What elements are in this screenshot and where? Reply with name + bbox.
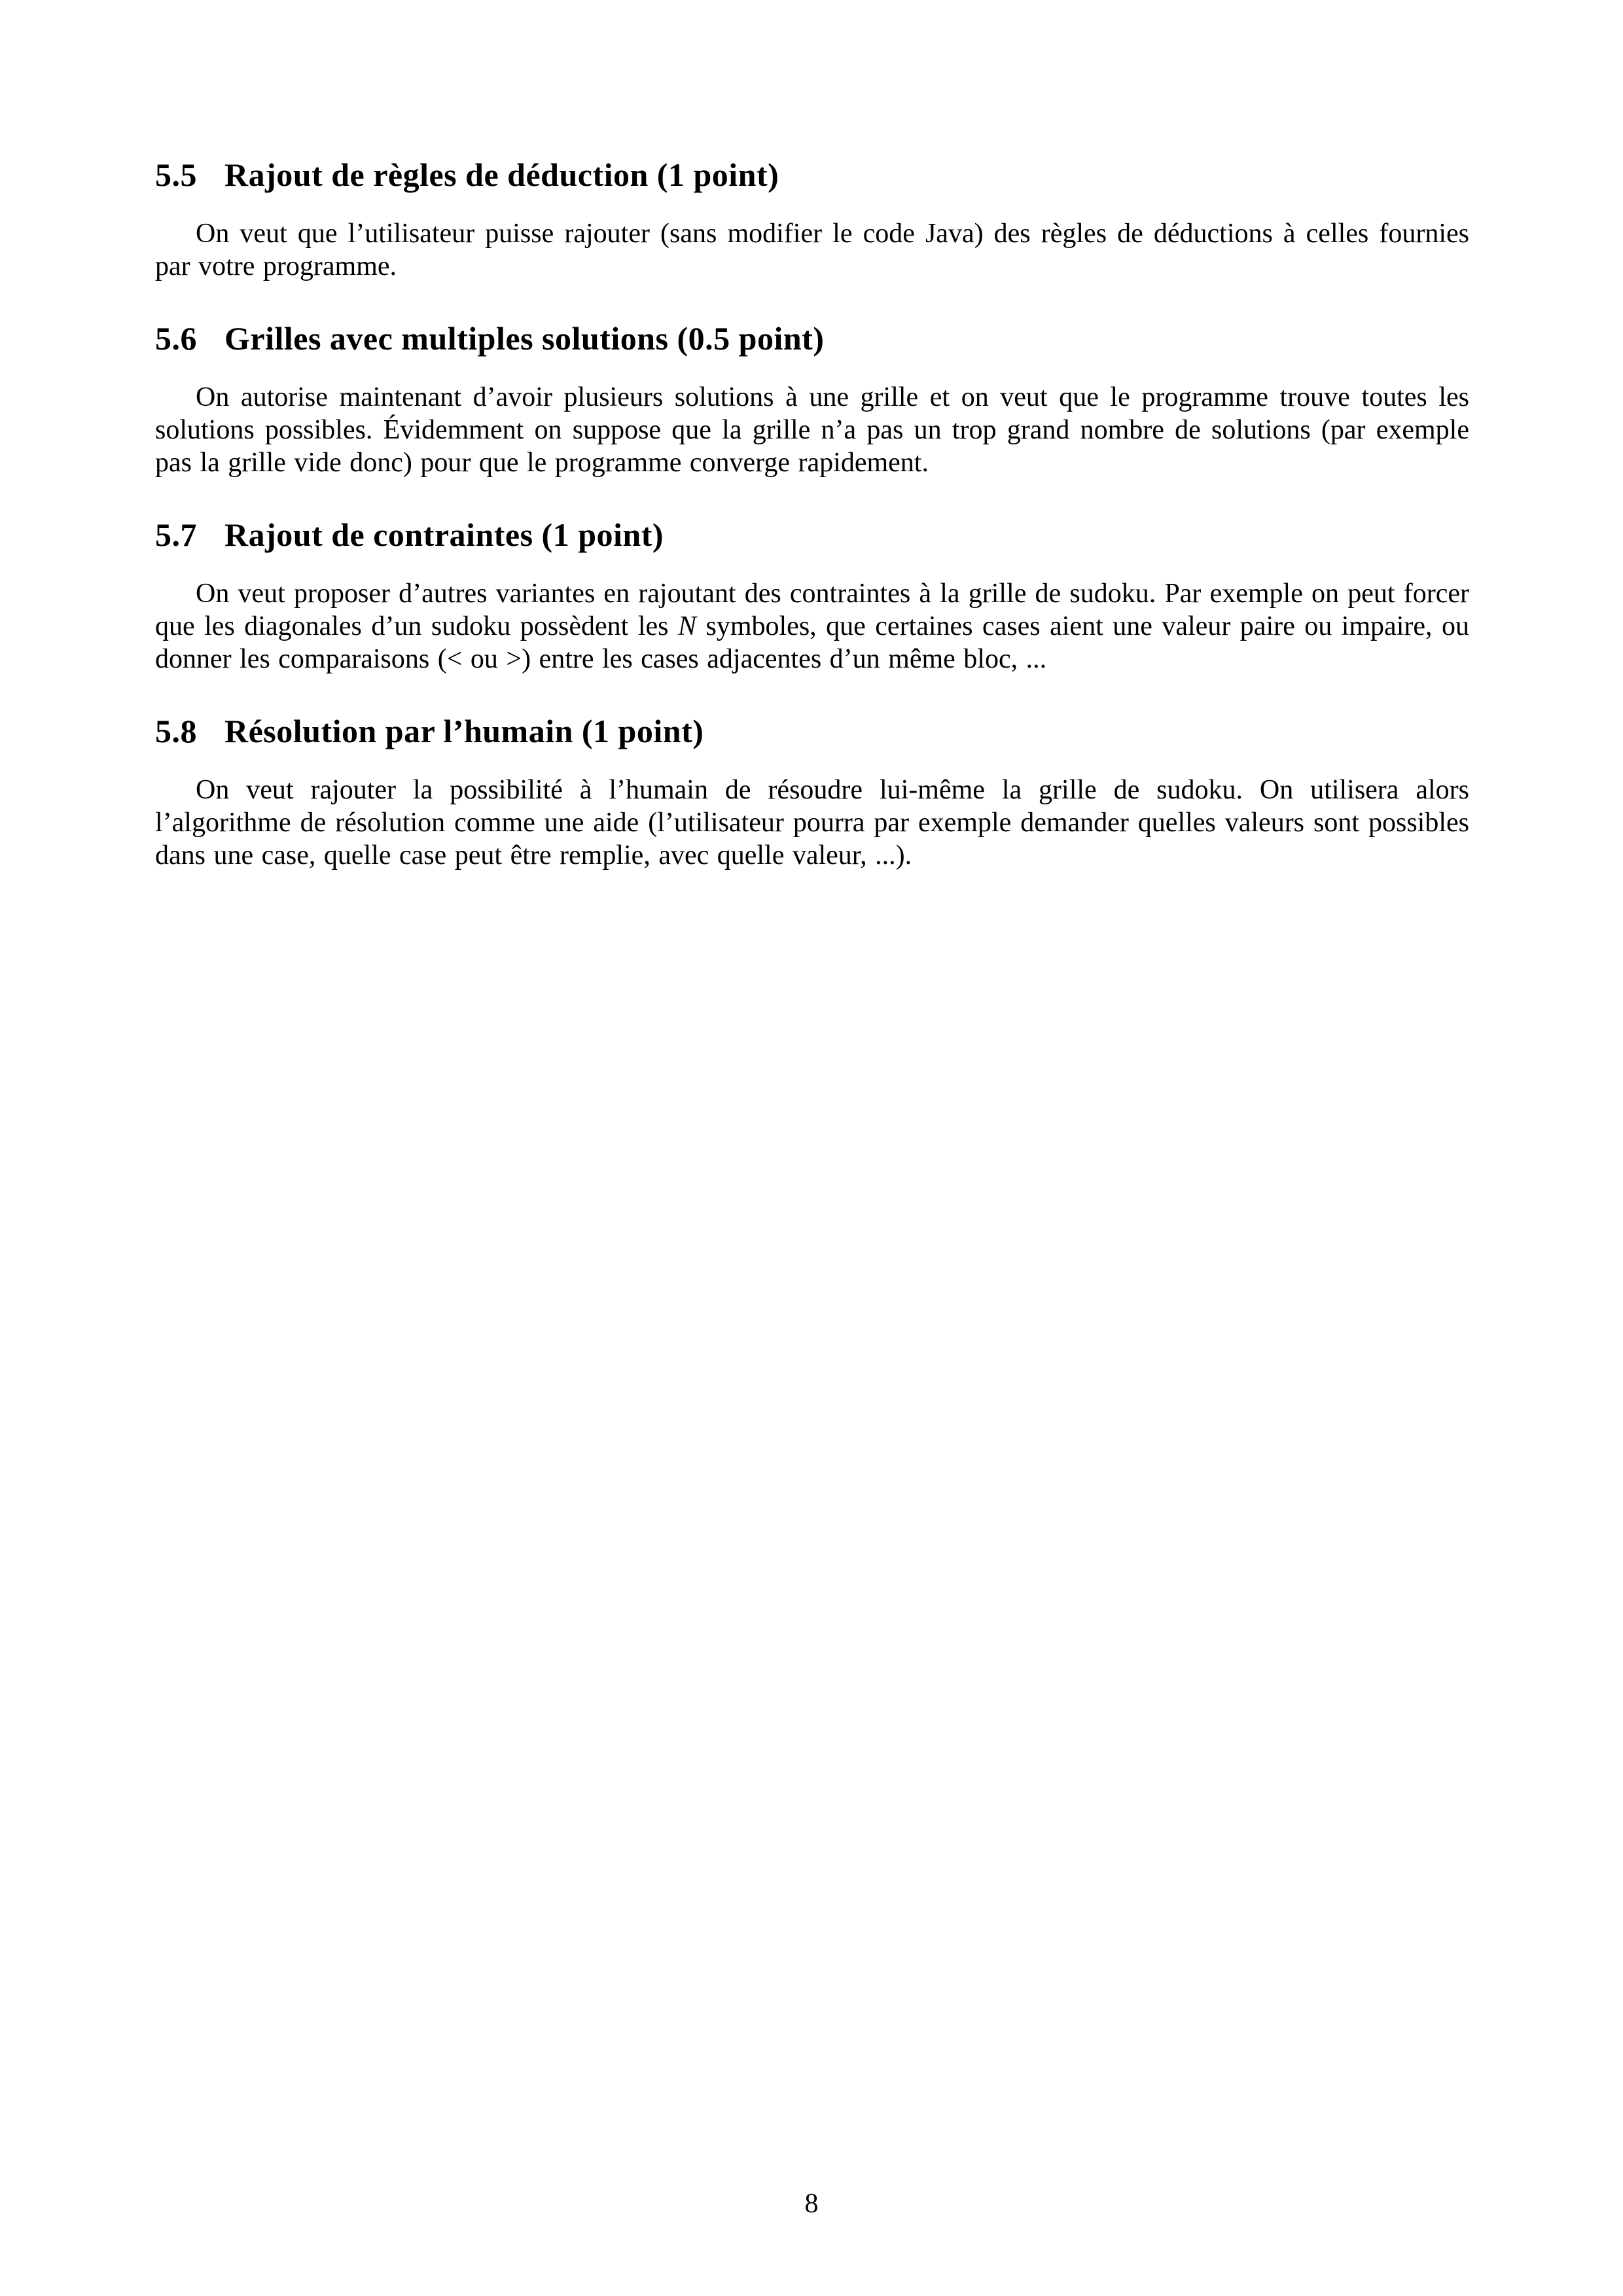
section-5-8-paragraph: On veut rajouter la possibilité à l’humain de résoudre lui-même la grille de sudoku. On utilisera alors l’algorithme de résolution comme une aide (l’utilisateur pourra par exemple demander quelles valeurs sont possibles dans une case, quelle case peut être remplie, avec quelle valeur, ...). (155, 775, 1469, 870)
section-5-8 (155, 712, 1469, 872)
section-title: Grilles avec multiples solutions (0.5 point) (224, 320, 825, 357)
section-title: Rajout de règles de déduction (1 point) (224, 156, 779, 193)
section-5-5-paragraph: On veut que l’utilisateur puisse rajouter (sans modifier le code Java) des règles de déductions à celles fournies par votre programme. (155, 219, 1469, 281)
math-variable-n: N (677, 611, 696, 641)
section-5-6 (155, 319, 1469, 479)
section-title: Rajout de contraintes (1 point) (224, 516, 664, 553)
section-5-7-heading (155, 516, 1469, 554)
section-title: Résolution par l’humain (1 point) (224, 713, 704, 749)
section-number: 5.6 (155, 320, 197, 357)
page-content (155, 156, 1469, 872)
paragraph-text-after-math: symboles, que certaines cases aient une valeur paire ou impaire, ou donner les comparaisons (< ou >) entre les cases adjacentes d’un même bloc, ... (155, 611, 1469, 674)
section-number: 5.7 (155, 516, 197, 553)
paragraph-text-before-math: On veut proposer d’autres variantes en rajoutant des contraintes à la grille de sudoku. Par exemple on peut forcer que les diagonales d’un sudoku possèdent les (155, 579, 1469, 641)
section-number: 5.8 (155, 713, 197, 749)
section-5-5-heading (155, 156, 1469, 194)
section-5-7-paragraph (155, 577, 1469, 675)
page-footer (0, 2187, 1623, 2220)
section-5-6-paragraph: On autorise maintenant d’avoir plusieurs solutions à une grille et on veut que le programme trouve toutes les solutions possibles. Évidemment on suppose que la grille n’a pas un trop grand nombre de solutions (par exemple pas la grille vide donc) pour que le programme converge rapidement. (155, 382, 1469, 478)
section-5-6-heading (155, 319, 1469, 357)
page-number: 8 (804, 2189, 819, 2219)
section-number: 5.5 (155, 156, 197, 193)
section-5-8-heading (155, 712, 1469, 750)
section-5-5 (155, 156, 1469, 283)
section-5-7 (155, 516, 1469, 675)
